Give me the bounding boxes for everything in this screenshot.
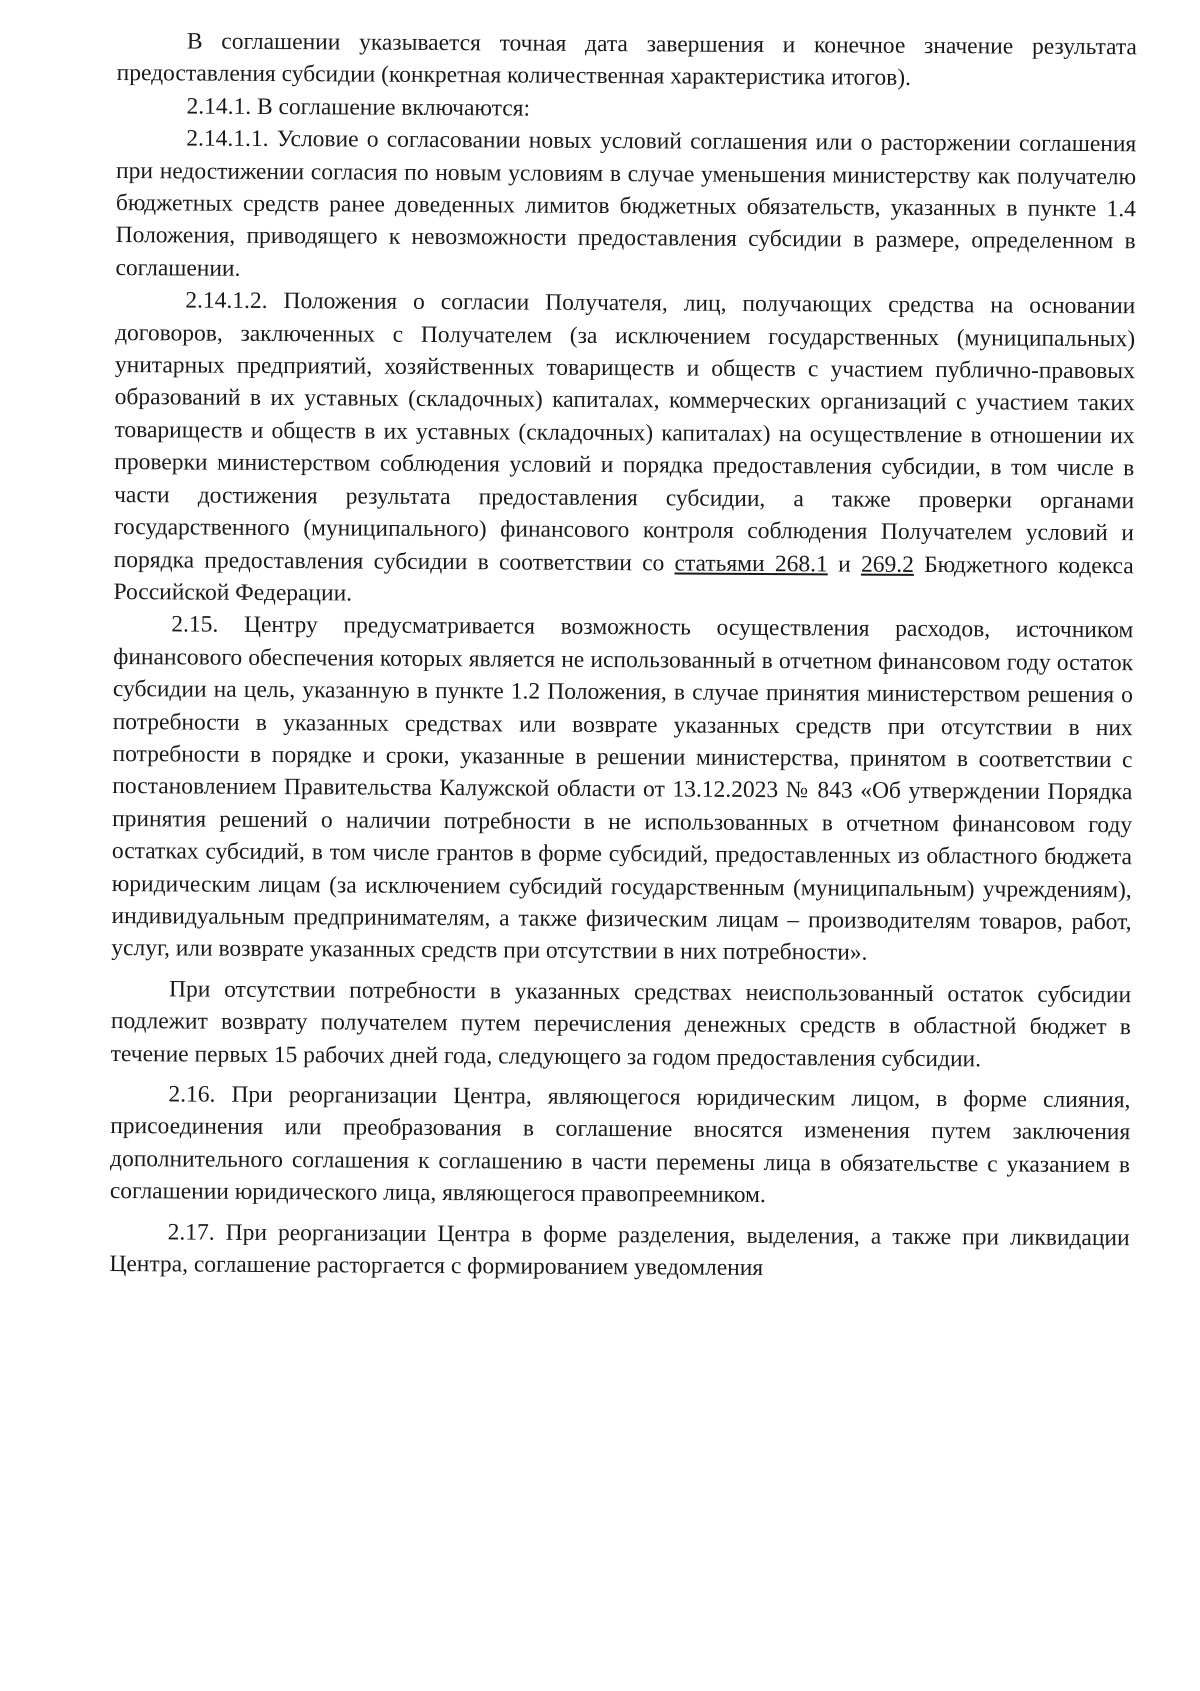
paragraph-2-14-1-2-tail: Бюджетного кодекса Российской Федерации.	[113, 551, 1134, 607]
link-articles-268-1[interactable]: статьями 268.1	[674, 549, 828, 577]
paragraph-2-15: 2.15. Центру предусматривается возможность осуществления расходов, источником финансового обеспечения которых является не использованный в отчетном финансовом году остаток субсидии на цель, указанную в пункте 1.2 Положения, в случае принятия министерством решения о потребности в указанных средствах или возврате указанных средств при отсутствии в них потребности в порядке и сроки, указанные в решении министерства, принятом в соответствии с постановлением Правительства Калужской области от 13.12.2023 № 843 «Об утверждении Порядка принятия решений о наличии потребности в не использованных в отчетном финансовом году остатках субсидий, в том числе грантов в форме субсидий, предоставленных из областного бюджета юридическим лицам (за исключением субсидий государственным (муниципальным) учреждениям), индивидуальным предпринимателям, а также физическим лицам – производителям товаров, работ, услуг, или возврате указанных средств при отсутствии в них потребности».	[111, 611, 1134, 967]
paragraph-2-14-1: 2.14.1. В соглашение включаются:	[186, 93, 531, 122]
paragraph-2-16: 2.16. При реорганизации Центра, являющегося юридическим лицом, в форме слияния, присоединения или преобразования в соглашение вносятся изменения путем заключения дополнительного соглашения к соглашению в части перемены лица в обязательстве с указанием в соглашении юридического лица, являющегося правопреемником.	[109, 1081, 1131, 1209]
paragraph-result-date: В соглашении указывается точная дата завершения и конечное значение результата предоставления субсидии (конкретная количественная характеристика итогов).	[116, 28, 1137, 92]
link-article-269-2[interactable]: 269.2	[860, 551, 914, 578]
paragraph-2-14-1-2	[113, 284, 1135, 614]
paragraph-2-14-1-2-text: 2.14.1.2. Положения о согласии Получателя, лиц, получающих средства на основании договоров, заключенных с Получателем (за исключением государственных (муниципальных) унитарных предприятий, хозяйственных товариществ и обществ с участием публично-правовых образований в их уставных (складочных) капиталах, коммерческих организаций с участием таких товариществ и обществ в их уставных (складочных) капиталах) на осуществление в отношении их проверки министерством соблюдения условий и порядка предоставления субсидии, в том числе в части достижения результата предоставления субсидии, а также проверки органами государственного (муниципального) финансового контроля соблюдения Получателем условий и порядка предоставления субсидии в соответствии со	[113, 287, 1136, 576]
paragraph-remainder-return: При отсутствии потребности в указанных средствах неиспользованный остаток субсидии подлежит возврату получателем путем перечисления денежных средств в областной бюджет в течение первых 15 рабочих дней года, следующего за годом предоставления субсидии.	[110, 976, 1132, 1072]
paragraph-2-17: 2.17. При реорганизации Центра в форме разделения, выделения, а также при ликвидации Центра, соглашение расторгается с формированием уведомления	[109, 1218, 1130, 1282]
conjunction-text: и	[827, 550, 862, 578]
paragraph-2-14-1-1: 2.14.1.1. Условие о согласовании новых условий соглашения или о расторжении соглашения при недостижении согласия по новым условиям в случае уменьшения министерству как получателю бюджетных средств ранее доведенных лимитов бюджетных обязательств, указанных в пункте 1.4 Положения, приводящего к невозможности предоставления субсидии в размере, определенном в соглашении.	[115, 125, 1137, 282]
